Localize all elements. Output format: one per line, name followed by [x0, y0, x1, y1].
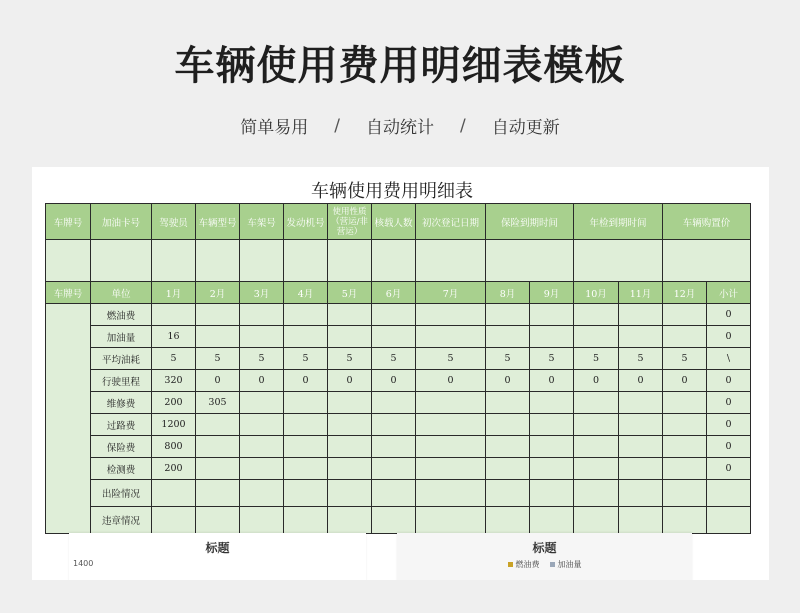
month-header-cell: 12月 — [663, 282, 707, 304]
row-total-cell: \ — [707, 348, 751, 370]
month-value-cell[interactable]: 0 — [240, 370, 284, 392]
month-value-cell[interactable]: 5 — [328, 348, 372, 370]
table-row — [46, 392, 751, 414]
month-value-cell[interactable] — [619, 480, 663, 507]
month-value-cell[interactable] — [574, 392, 619, 414]
month-value-cell[interactable] — [619, 326, 663, 348]
month-header-cell: 10月 — [574, 282, 619, 304]
info-header-cell: 车辆购置价 — [663, 204, 751, 240]
month-value-cell[interactable]: 5 — [574, 348, 619, 370]
row-total-cell: 0 — [707, 304, 751, 326]
month-value-cell[interactable] — [328, 458, 372, 480]
month-value-cell[interactable]: 5 — [416, 348, 486, 370]
month-header-cell: 9月 — [530, 282, 574, 304]
month-value-cell[interactable] — [196, 507, 240, 534]
table-row — [46, 480, 751, 507]
month-value-cell[interactable]: 5 — [663, 348, 707, 370]
info-header-cell: 驾驶员 — [152, 204, 196, 240]
info-value-cell[interactable] — [416, 240, 486, 282]
feature-easy: 简单易用 — [240, 118, 309, 138]
month-value-cell[interactable] — [196, 480, 240, 507]
month-value-cell[interactable] — [372, 414, 416, 436]
feature-separator: / — [460, 115, 466, 136]
month-header-cell: 3月 — [240, 282, 284, 304]
table-row — [46, 348, 751, 370]
month-value-cell[interactable] — [619, 414, 663, 436]
month-value-cell[interactable] — [240, 436, 284, 458]
table-row — [46, 436, 751, 458]
month-value-cell[interactable] — [619, 392, 663, 414]
month-value-cell[interactable]: 5 — [619, 348, 663, 370]
row-label: 维修费 — [91, 392, 152, 414]
month-value-cell[interactable] — [240, 480, 284, 507]
info-value-cell[interactable] — [486, 240, 574, 282]
row-total-cell: 0 — [707, 414, 751, 436]
row-total-cell: 0 — [707, 458, 751, 480]
info-value-cell[interactable] — [328, 240, 372, 282]
row-label: 平均油耗 — [91, 348, 152, 370]
month-value-cell[interactable] — [328, 414, 372, 436]
month-value-cell[interactable]: 0 — [196, 370, 240, 392]
info-header-cell: 初次登记日期 — [416, 204, 486, 240]
month-value-cell[interactable] — [196, 414, 240, 436]
month-value-cell[interactable]: 5 — [486, 348, 530, 370]
month-value-cell[interactable]: 5 — [284, 348, 328, 370]
month-header-cell: 8月 — [486, 282, 530, 304]
month-header-cell: 2月 — [196, 282, 240, 304]
month-value-cell[interactable] — [196, 436, 240, 458]
plate-number-cell[interactable] — [46, 304, 91, 534]
row-label: 行驶里程 — [91, 370, 152, 392]
month-value-cell[interactable] — [619, 304, 663, 326]
chart-panel-left — [69, 533, 366, 580]
legend-label: 加油量 — [557, 560, 582, 569]
chart-title: 标题 — [532, 541, 557, 555]
month-value-cell[interactable] — [372, 458, 416, 480]
month-value-cell[interactable] — [486, 507, 530, 534]
month-value-cell[interactable] — [663, 507, 707, 534]
month-value-cell[interactable]: 0 — [284, 370, 328, 392]
info-value-cell[interactable] — [240, 240, 284, 282]
month-value-cell[interactable] — [196, 304, 240, 326]
month-value-cell[interactable] — [486, 480, 530, 507]
month-value-cell[interactable] — [284, 326, 328, 348]
month-value-cell[interactable] — [152, 304, 196, 326]
month-value-cell[interactable]: 0 — [372, 370, 416, 392]
info-value-cell[interactable] — [91, 240, 152, 282]
month-value-cell[interactable] — [416, 326, 486, 348]
table-row — [46, 414, 751, 436]
info-header-cell: 车架号 — [240, 204, 284, 240]
row-label: 加油量 — [91, 326, 152, 348]
info-value-cell[interactable] — [663, 240, 751, 282]
month-value-cell[interactable] — [240, 304, 284, 326]
month-value-cell[interactable] — [416, 480, 486, 507]
table-row — [46, 304, 751, 326]
month-value-cell[interactable] — [530, 326, 574, 348]
info-header-cell: 发动机号 — [284, 204, 328, 240]
month-value-cell[interactable] — [328, 326, 372, 348]
row-total-cell — [707, 480, 751, 507]
legend-label: 燃油费 — [515, 560, 540, 569]
month-value-cell[interactable] — [416, 507, 486, 534]
spreadsheet-preview — [32, 167, 769, 580]
month-value-cell[interactable] — [372, 392, 416, 414]
month-value-cell[interactable] — [530, 436, 574, 458]
month-value-cell[interactable] — [196, 458, 240, 480]
month-value-cell[interactable] — [530, 304, 574, 326]
row-label: 燃油费 — [91, 304, 152, 326]
month-header-row — [46, 282, 751, 304]
month-value-cell[interactable]: 800 — [152, 436, 196, 458]
month-value-cell[interactable] — [416, 458, 486, 480]
month-value-cell[interactable]: 200 — [152, 392, 196, 414]
legend-item — [508, 559, 540, 570]
month-value-cell[interactable]: 16 — [152, 326, 196, 348]
month-value-cell[interactable] — [196, 326, 240, 348]
month-value-cell[interactable] — [152, 480, 196, 507]
month-value-cell[interactable] — [486, 414, 530, 436]
month-value-cell[interactable]: 0 — [530, 370, 574, 392]
month-header-cell: 11月 — [619, 282, 663, 304]
info-header-cell: 保险到期时间 — [486, 204, 574, 240]
month-value-cell[interactable] — [663, 392, 707, 414]
month-value-cell[interactable] — [663, 480, 707, 507]
info-header-cell: 年检到期时间 — [574, 204, 663, 240]
month-value-cell[interactable] — [152, 507, 196, 534]
month-header-cell: 7月 — [416, 282, 486, 304]
month-value-cell[interactable] — [416, 436, 486, 458]
legend-swatch — [508, 562, 513, 567]
feature-list — [0, 113, 800, 138]
month-value-cell[interactable] — [663, 436, 707, 458]
row-total-cell — [707, 507, 751, 534]
month-value-cell[interactable]: 5 — [530, 348, 574, 370]
month-value-cell[interactable] — [416, 414, 486, 436]
info-value-cell[interactable] — [574, 240, 663, 282]
month-value-cell[interactable]: 0 — [619, 370, 663, 392]
month-value-cell[interactable] — [372, 326, 416, 348]
info-value-cell[interactable] — [46, 240, 91, 282]
month-header-cell: 小计 — [707, 282, 751, 304]
month-value-cell[interactable] — [530, 480, 574, 507]
month-value-cell[interactable]: 320 — [152, 370, 196, 392]
month-value-cell[interactable]: 5 — [152, 348, 196, 370]
feature-separator: / — [334, 115, 340, 136]
info-value-cell[interactable] — [372, 240, 416, 282]
month-value-cell[interactable] — [663, 414, 707, 436]
month-value-cell[interactable]: 0 — [416, 370, 486, 392]
info-header-row — [46, 204, 751, 240]
feature-auto-update: 自动更新 — [491, 118, 560, 138]
info-header-cell: 车牌号 — [46, 204, 91, 240]
info-value-cell[interactable] — [284, 240, 328, 282]
info-header-cell: 核载人数 — [372, 204, 416, 240]
month-value-cell[interactable] — [574, 414, 619, 436]
month-value-cell[interactable] — [663, 326, 707, 348]
month-value-cell[interactable] — [486, 304, 530, 326]
month-value-cell[interactable] — [284, 458, 328, 480]
chart-title: 标题 — [205, 541, 230, 555]
month-value-cell[interactable] — [574, 304, 619, 326]
month-value-cell[interactable] — [619, 507, 663, 534]
table-row — [46, 458, 751, 480]
info-header-cell: 加油卡号 — [91, 204, 152, 240]
month-value-cell[interactable] — [663, 304, 707, 326]
month-value-cell[interactable] — [284, 436, 328, 458]
chart-y-tick: 1400 — [73, 559, 94, 568]
month-value-cell[interactable] — [284, 507, 328, 534]
month-header-cell: 6月 — [372, 282, 416, 304]
row-total-cell: 0 — [707, 326, 751, 348]
row-label: 出险情况 — [91, 480, 152, 507]
table-row — [46, 326, 751, 348]
info-value-cell[interactable] — [196, 240, 240, 282]
month-value-cell[interactable]: 0 — [486, 370, 530, 392]
table-row — [46, 370, 751, 392]
month-value-cell[interactable] — [328, 392, 372, 414]
row-label: 过路费 — [91, 414, 152, 436]
row-total-cell: 0 — [707, 436, 751, 458]
month-value-cell[interactable] — [284, 414, 328, 436]
month-header-cell: 1月 — [152, 282, 196, 304]
month-header-cell: 5月 — [328, 282, 372, 304]
legend-item — [550, 559, 582, 570]
feature-auto-stats: 自动统计 — [366, 118, 434, 138]
month-value-cell[interactable] — [530, 507, 574, 534]
month-value-cell[interactable] — [328, 304, 372, 326]
month-value-cell[interactable] — [619, 436, 663, 458]
month-value-cell[interactable] — [486, 436, 530, 458]
sheet-title: 车辆使用费用明细表 — [311, 181, 473, 202]
month-value-cell[interactable]: 1200 — [152, 414, 196, 436]
month-value-cell[interactable]: 5 — [372, 348, 416, 370]
month-header-cell: 4月 — [284, 282, 328, 304]
table-row — [46, 507, 751, 534]
month-value-cell[interactable] — [416, 304, 486, 326]
row-total-cell: 0 — [707, 370, 751, 392]
legend-swatch — [550, 562, 555, 567]
month-value-cell[interactable] — [663, 458, 707, 480]
month-value-cell[interactable] — [574, 436, 619, 458]
month-value-cell[interactable] — [284, 392, 328, 414]
month-value-cell[interactable] — [416, 392, 486, 414]
month-value-cell[interactable] — [284, 304, 328, 326]
month-value-cell[interactable] — [372, 507, 416, 534]
month-value-cell[interactable]: 5 — [196, 348, 240, 370]
month-value-cell[interactable]: 200 — [152, 458, 196, 480]
row-label: 违章情况 — [91, 507, 152, 534]
month-value-cell[interactable] — [372, 480, 416, 507]
month-value-cell[interactable] — [240, 507, 284, 534]
info-value-cell[interactable] — [152, 240, 196, 282]
month-value-cell[interactable]: 0 — [663, 370, 707, 392]
row-total-cell: 0 — [707, 392, 751, 414]
month-value-cell[interactable] — [486, 392, 530, 414]
month-value-cell[interactable]: 0 — [574, 370, 619, 392]
info-header-cell: 使用性质（营运/非营运） — [328, 204, 372, 240]
month-value-cell[interactable] — [240, 414, 284, 436]
month-value-cell[interactable] — [240, 326, 284, 348]
info-header-cell: 车辆型号 — [196, 204, 240, 240]
month-value-cell[interactable] — [284, 480, 328, 507]
month-value-cell[interactable] — [574, 480, 619, 507]
expense-table — [45, 203, 751, 534]
month-value-cell[interactable] — [486, 458, 530, 480]
chart-legend — [397, 559, 692, 570]
month-value-cell[interactable] — [486, 326, 530, 348]
month-value-cell[interactable] — [530, 414, 574, 436]
month-value-cell[interactable] — [328, 507, 372, 534]
chart-panel-right — [397, 533, 692, 580]
month-value-cell[interactable]: 5 — [240, 348, 284, 370]
month-header-cell: 车牌号 — [46, 282, 91, 304]
month-value-cell[interactable] — [328, 436, 372, 458]
month-value-cell[interactable] — [328, 480, 372, 507]
month-value-cell[interactable] — [530, 392, 574, 414]
month-value-cell[interactable] — [574, 507, 619, 534]
month-value-cell[interactable] — [240, 392, 284, 414]
month-value-cell[interactable] — [619, 458, 663, 480]
info-value-row — [46, 240, 751, 282]
month-value-cell[interactable]: 305 — [196, 392, 240, 414]
row-label: 检测费 — [91, 458, 152, 480]
month-value-cell[interactable] — [240, 458, 284, 480]
month-value-cell[interactable]: 0 — [328, 370, 372, 392]
month-value-cell[interactable] — [372, 436, 416, 458]
month-value-cell[interactable] — [372, 304, 416, 326]
month-header-cell: 单位 — [91, 282, 152, 304]
month-value-cell[interactable] — [530, 458, 574, 480]
page-title: 车辆使用费用明细表模板 — [174, 43, 626, 89]
row-label: 保险费 — [91, 436, 152, 458]
month-value-cell[interactable] — [574, 458, 619, 480]
month-value-cell[interactable] — [574, 326, 619, 348]
